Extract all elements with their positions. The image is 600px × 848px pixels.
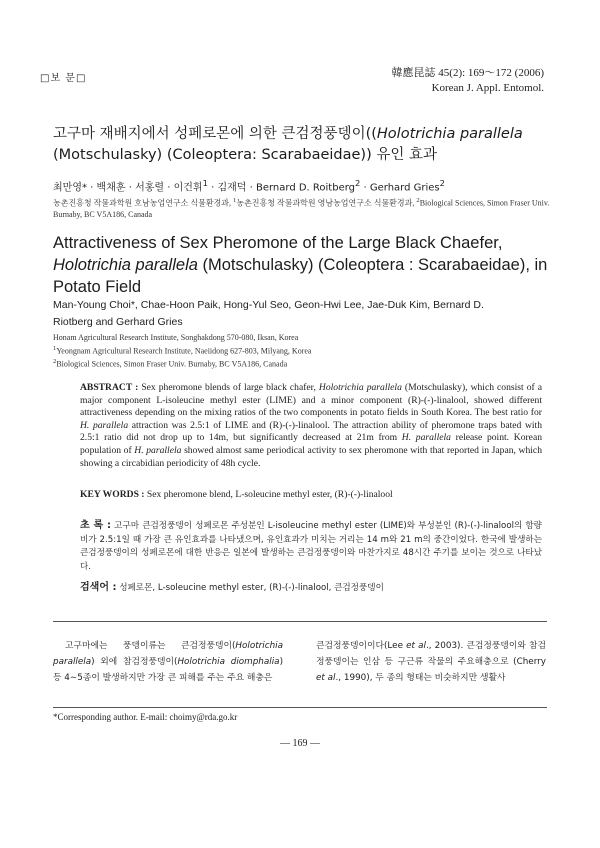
section-divider bbox=[53, 621, 547, 622]
english-title bbox=[53, 232, 553, 298]
author: 백채훈 bbox=[96, 182, 126, 194]
body-text: ., 2003). 큰검정풍뎅이와 참검정풍뎅이는 인삼 등 구근류 작물의 주요해충으로 (Cherry bbox=[316, 641, 546, 668]
korean-keywords bbox=[80, 578, 542, 593]
english-title-line3: Potato Field bbox=[53, 278, 142, 296]
species-name: Holotrichia diomphalia bbox=[177, 657, 280, 668]
affiliation-text: Biological Sciences, Simon Fraser Univ. Burnaby, BC V5A186, Canada bbox=[56, 359, 288, 369]
author: 최만영* bbox=[53, 182, 87, 194]
species-name: H. parallela bbox=[134, 444, 182, 456]
affiliation-marker: 1 bbox=[53, 344, 57, 352]
affiliation-text: Biological Sciences, Simon Fraser Univ. bbox=[419, 198, 550, 208]
english-title-species: Holotrichia parallela bbox=[53, 256, 198, 274]
affiliation-marker: 2 bbox=[53, 357, 57, 365]
body-text: ) 외에 참검정풍뎅이( bbox=[91, 657, 178, 668]
author-separator: · bbox=[86, 182, 97, 194]
abstract-text: showed almost same periodical activity to sex pheromone with that reported in Japan, which showing a circabidian periodicity of 48h cycle. bbox=[80, 444, 542, 469]
footnote-divider bbox=[53, 707, 547, 708]
english-title-line1: Attractiveness of Sex Pheromone of the Large Black Chaefer, bbox=[53, 234, 503, 252]
affiliation-marker: 1 bbox=[202, 178, 208, 188]
body-text: ., 1990), 두 종의 형태는 비슷하지만 생활사 bbox=[335, 673, 506, 684]
abstract-text: (Motschulasky), which consist of a major component L-isoleucine methyl ester (LIME) and a minor component (R)-(-)-linalool, showed different attractiveness depending on the mixing ratios of the two components in potato fields in South Korea. The best ratio for bbox=[80, 382, 543, 419]
species-name: H. parallela bbox=[80, 419, 129, 431]
english-author-list bbox=[53, 297, 553, 331]
keywords-heading: KEY WORDS : bbox=[80, 489, 145, 500]
author-separator: · bbox=[164, 182, 174, 194]
corresponding-author-footnote: *Corresponding author. E-mail: choimy@rda.go.kr bbox=[53, 712, 238, 722]
citation-etal: et al bbox=[316, 673, 336, 684]
species-name: H. parallela bbox=[401, 432, 451, 444]
english-authors-line2: Riotberg and Gerhard Gries bbox=[53, 316, 183, 328]
english-authors-line1: Man-Young Choi*, Chae-Hoon Paik, Hong-Yul Seo, Geon-Hwi Lee, Jae-Duk Kim, Bernard D. bbox=[53, 299, 484, 311]
english-keywords bbox=[80, 489, 542, 500]
author: Bernard D. Roitberg bbox=[255, 182, 356, 194]
abstract-text: attraction was 2.5:1 of LIME and (R)-(-)-linalool. The attraction ability of pheromone traps bated with 2.5:1 ratio did not drop up to 14m, but significantly decreased at 21m from bbox=[80, 419, 543, 444]
body-text: 큰검정풍뎅이이다(Lee bbox=[316, 641, 407, 651]
korean-author-list bbox=[53, 178, 445, 193]
author: 서홍렬 bbox=[135, 182, 165, 194]
author-separator: · bbox=[207, 182, 218, 194]
korean-abstract-text: 고구마 큰검정풍뎅이 성페로몬 주성분인 L-isoleucine methyl ester (LIME)와 부성분인 (R)-(-)-linalool의 함량비가 2.5:1일 때 가장 큰 유인효과를 나타냈으며, 유인효과가 미치는 거리는 14 m와 21 m의 중간이었다. 한국에 발생하는 큰검정풍뎅이의 성페로몬에 대한 반응은 일본에 발생하는 큰검정풍뎅이와 마찬가지로 48시간 주기를 보이는 것으로 나타났다. bbox=[80, 521, 542, 572]
korean-affiliations bbox=[53, 195, 553, 220]
author-separator: · bbox=[360, 182, 370, 194]
korean-title bbox=[53, 124, 553, 166]
affiliation-marker: 2 bbox=[439, 178, 445, 188]
author-separator: · bbox=[125, 182, 136, 194]
page-number: — 169 — bbox=[280, 738, 320, 749]
affiliation-text: Burnaby, BC V5A186, Canada bbox=[53, 209, 153, 219]
english-affiliations bbox=[53, 333, 553, 370]
korean-title-line1: 고구마 재배지에서 성페로몬에 의한 큰검정풍뎅이(( bbox=[53, 126, 377, 142]
affiliation-text: 농촌진흥청 작물과학원 영남농업연구소 식물환경과, bbox=[236, 198, 417, 208]
affiliation-text: 농촌진흥청 작물과학원 호남농업연구소 식물환경과, bbox=[53, 198, 234, 208]
journal-citation bbox=[392, 66, 544, 96]
author: 이건휘 bbox=[173, 182, 203, 194]
journal-korean-citation: 韓應昆誌 45(2): 169～172 (2006) bbox=[391, 67, 544, 79]
english-title-line2: (Motschulasky) (Coleoptera : Scarabaeidae), in bbox=[197, 256, 548, 274]
abstract-text: release point. Korean population of bbox=[80, 432, 542, 456]
korean-abstract-heading: 초 록 : bbox=[80, 520, 112, 531]
korean-abstract bbox=[80, 519, 542, 574]
affiliation-marker: 1 bbox=[233, 197, 237, 204]
keywords-text: Sex pheromone blend, L-soleucine methyl ester, (R)-(-)-linalool bbox=[144, 489, 393, 500]
body-column-left bbox=[53, 638, 283, 687]
species-name: Holotrichia parallela bbox=[53, 641, 283, 668]
body-text: 고구마에는 풍뎅이류는 큰검정풍뎅이( bbox=[65, 641, 236, 651]
english-abstract bbox=[80, 382, 542, 470]
korean-title-species: Holotrichia parallela bbox=[376, 126, 523, 142]
citation-etal: et al bbox=[406, 641, 426, 651]
author: 김재덕 bbox=[217, 182, 247, 194]
affiliation-text: Yeongnam Agricultural Research Institute, Naeiidong 627-803, Milyang, Korea bbox=[56, 346, 312, 356]
korean-keywords-text: 성페로몬, L-soleucine methyl ester, (R)-(-)-linalool, 큰검정풍뎅이 bbox=[116, 583, 384, 593]
author: Gerhard Gries bbox=[369, 182, 440, 194]
korean-title-line2: (Motschulasky) (Coleoptera: Scarabaeidae)) 유인 효과 bbox=[53, 147, 437, 163]
body-column-right bbox=[316, 638, 546, 687]
species-name: Holotrichia parallela bbox=[318, 382, 402, 393]
abstract-heading: ABSTRACT : bbox=[80, 382, 139, 393]
body-text: ) 등 4∼5종이 발생하지만 가장 큰 피해를 주는 주요 해충은 bbox=[53, 657, 283, 684]
affiliation-marker: 2 bbox=[416, 197, 420, 204]
affiliation-text: Honam Agricultural Research Institute, Songhakdong 570-080, Iksan, Korea bbox=[53, 333, 299, 342]
abstract-text: Sex pheromone blends of large black chafer, bbox=[138, 382, 319, 393]
affiliation-marker: 2 bbox=[355, 178, 361, 188]
section-label: □보 문□ bbox=[40, 73, 87, 84]
korean-keywords-heading: 검색어 : bbox=[80, 582, 117, 593]
author-separator: · bbox=[246, 182, 256, 194]
journal-english-name: Korean J. Appl. Entomol. bbox=[431, 82, 544, 94]
